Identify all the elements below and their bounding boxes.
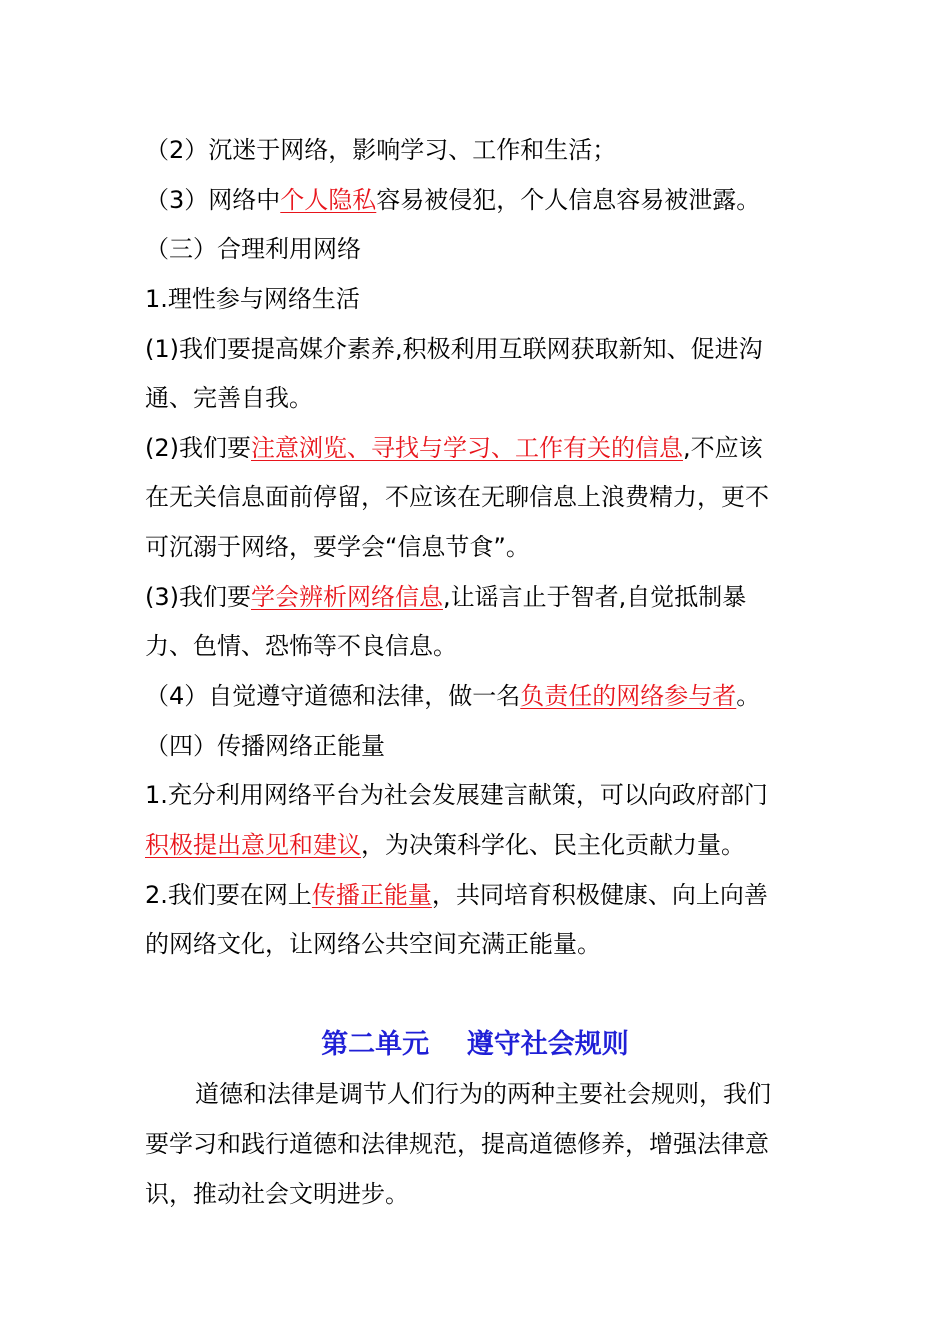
text-line-12: （4）自觉遵守道德和法律，做一名负责任的网络参与者。 [145,682,761,710]
text-line-15: 积极提出意见和建议，为决策科学化、民主化贡献力量。 [145,831,745,859]
intro-line-1: 道德和法律是调节人们行为的两种主要社会规则，我们 [195,1080,771,1108]
text-line-1: （2）沉迷于网络，影响学习、工作和生活； [145,136,617,164]
text-line-11: 力、色情、恐怖等不良信息。 [145,632,457,660]
section-heading-3: （三）合理利用网络 [145,235,361,263]
highlight-personal-privacy: 个人隐私 [280,186,377,214]
highlight-responsible-participant: 负责任的网络参与者 [520,682,737,710]
text-line-7: (2)我们要注意浏览、寻找与学习、工作有关的信息,不应该 [145,434,763,462]
text-line-2: （3）网络中个人隐私容易被侵犯，个人信息容易被泄露。 [145,186,761,214]
text-line-6: 通、完善自我。 [145,384,313,412]
text-line-10: (3)我们要学会辨析网络信息,让谣言止于智者,自觉抵制暴 [145,583,747,611]
highlight-spread-positive-energy: 传播正能量 [311,881,432,909]
text-line-5: (1)我们要提高媒介素养,积极利用互联网获取新知、促进沟 [145,335,763,363]
intro-line-3: 识，推动社会文明进步。 [145,1180,409,1208]
text-line-8: 在无关信息面前停留，不应该在无聊信息上浪费精力，更不 [145,483,769,511]
subheading-rational-participation: 1.理性参与网络生活 [145,285,360,313]
text-line-9: 可沉溺于网络，要学会“信息节食”。 [145,533,530,561]
intro-line-2: 要学习和践行道德和法律规范，提高道德修养，增强法律意 [145,1130,769,1158]
highlight-propose-suggestions: 积极提出意见和建议 [145,831,361,859]
unit-title: 第二单元 遵守社会规则 [321,1029,629,1060]
text-line-17: 的网络文化，让网络公共空间充满正能量。 [145,930,601,958]
text-line-16: 2.我们要在网上传播正能量，共同培育积极健康、向上向善 [145,881,768,909]
highlight-discern-info: 学会辨析网络信息 [251,583,443,611]
highlight-browse-relevant-info: 注意浏览、寻找与学习、工作有关的信息 [251,434,683,462]
section-heading-4: （四）传播网络正能量 [145,732,385,760]
text-line-14: 1.充分利用网络平台为社会发展建言献策，可以向政府部门 [145,781,768,809]
